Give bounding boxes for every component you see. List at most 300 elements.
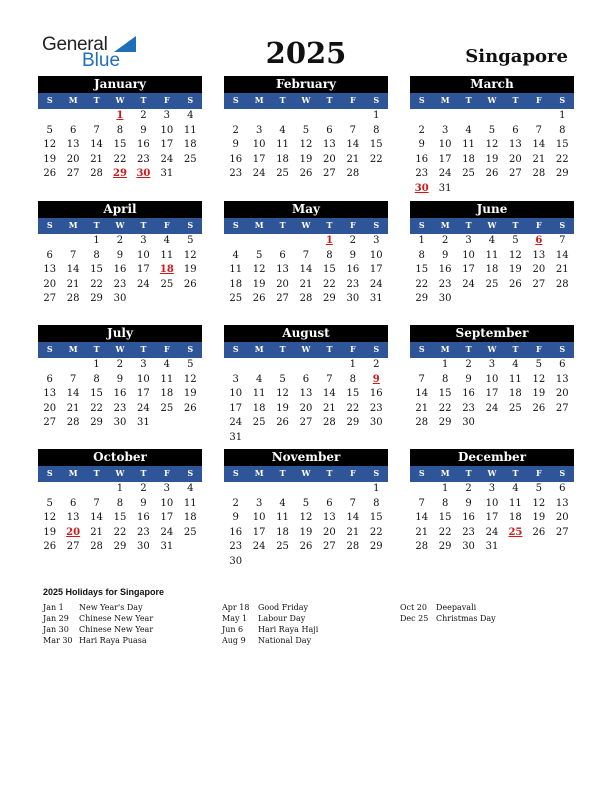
- day-cell: 15: [323, 264, 336, 275]
- day-cell: 10: [485, 497, 499, 509]
- weekday-label: T: [465, 344, 472, 354]
- day-cell: 2: [232, 497, 239, 509]
- day-cell: 11: [160, 373, 174, 385]
- day-cell: 7: [69, 373, 77, 385]
- holidays-column: [222, 602, 318, 646]
- day-cell: 18: [509, 388, 522, 399]
- day-blank: [224, 234, 247, 249]
- day-cell: 26: [299, 168, 313, 179]
- weekday-label: S: [373, 220, 380, 230]
- day-cell: 15: [438, 388, 452, 399]
- holiday-name: Chinese New Year: [79, 625, 154, 634]
- day-cell: 16: [415, 153, 429, 165]
- day-cell: 16: [369, 388, 383, 399]
- day-cell: 1: [441, 483, 449, 494]
- day-cell: 26: [43, 168, 57, 179]
- month-title: October: [38, 449, 202, 466]
- day-cell: 31: [369, 293, 383, 304]
- day-cell: 19: [252, 278, 266, 290]
- day-cell: 21: [415, 402, 429, 414]
- day-cell: 15: [555, 139, 569, 150]
- weekday-label: T: [93, 468, 100, 478]
- day-cell: 9: [232, 139, 239, 150]
- day-cell: 18: [183, 139, 197, 150]
- weekday-label: S: [559, 220, 566, 230]
- day-cell: 27: [43, 293, 57, 304]
- day-cell: 25: [160, 402, 174, 414]
- day-cell: 20: [555, 512, 569, 523]
- day-cell: 12: [485, 139, 499, 150]
- day-cell: 31: [229, 431, 243, 443]
- day-blank: [457, 109, 480, 124]
- day-cell: 4: [279, 497, 286, 509]
- day-cell: 19: [532, 512, 546, 523]
- day-cell: 24: [160, 153, 174, 165]
- weekday-label: S: [373, 468, 380, 478]
- weekday-label: F: [164, 95, 170, 105]
- day-cell: 23: [462, 526, 475, 538]
- day-cell: 8: [93, 373, 100, 385]
- day-cell: 23: [137, 526, 150, 538]
- day-cell: 19: [43, 526, 57, 538]
- day-cell: 27: [555, 402, 569, 414]
- weekday-label: T: [326, 220, 333, 230]
- day-cell: 11: [183, 124, 197, 136]
- day-cell: 11: [509, 497, 522, 509]
- day-cell: 18: [462, 153, 475, 165]
- day-cell-holiday: 9: [372, 373, 380, 385]
- day-blank: [38, 234, 61, 249]
- day-cell-holiday: 18: [159, 264, 174, 275]
- weekday-label: F: [164, 344, 170, 354]
- day-cell: 6: [326, 497, 333, 509]
- day-cell: 25: [183, 153, 197, 165]
- month-november: [224, 449, 388, 569]
- day-cell: 27: [66, 541, 80, 552]
- weekday-label: S: [46, 220, 53, 230]
- weekday-label: W: [487, 344, 497, 354]
- day-cell: 17: [485, 388, 499, 399]
- day-cell: 13: [532, 249, 546, 261]
- day-cell: 23: [438, 278, 452, 290]
- day-cell: 7: [69, 249, 77, 261]
- month-title: June: [410, 201, 574, 218]
- day-cell: 1: [373, 110, 380, 121]
- day-cell: 16: [229, 153, 243, 165]
- day-cell: 4: [279, 124, 286, 136]
- day-cell: 5: [187, 235, 194, 246]
- day-cell: 8: [418, 249, 425, 261]
- day-cell: 7: [418, 373, 425, 385]
- day-cell: 30: [113, 293, 127, 304]
- day-cell: 14: [346, 139, 360, 150]
- day-cell: 22: [323, 278, 336, 290]
- day-cell: 20: [276, 278, 289, 290]
- day-cell: 19: [183, 388, 197, 399]
- weekday-label: W: [115, 468, 125, 478]
- day-cell: 16: [462, 388, 475, 399]
- day-cell: 30: [346, 293, 360, 304]
- month-april: [38, 201, 202, 307]
- day-cell: 4: [512, 359, 519, 370]
- day-cell: 7: [559, 235, 566, 246]
- day-cell: 21: [90, 153, 103, 165]
- weekday-label: T: [512, 344, 519, 354]
- day-cell: 11: [509, 373, 522, 385]
- day-cell: 9: [116, 373, 124, 385]
- day-blank: [61, 482, 84, 497]
- day-cell: 16: [229, 526, 243, 538]
- weekday-label: W: [301, 468, 311, 478]
- weekday-label: T: [465, 468, 472, 478]
- weekday-label: S: [232, 468, 239, 478]
- day-cell: 3: [140, 235, 147, 246]
- weekday-label: S: [232, 220, 239, 230]
- day-cell: 22: [90, 402, 103, 414]
- day-cell: 25: [276, 168, 289, 179]
- day-cell: 23: [229, 541, 243, 552]
- weekday-label: F: [536, 95, 542, 105]
- day-cell: 18: [276, 526, 289, 538]
- day-cell: 1: [93, 235, 100, 246]
- day-cell: 12: [43, 139, 57, 150]
- day-cell: 15: [90, 264, 103, 275]
- day-blank: [410, 358, 433, 373]
- day-cell: 19: [299, 153, 313, 165]
- day-cell: 24: [369, 278, 383, 290]
- day-cell: 15: [369, 512, 383, 523]
- day-blank: [410, 109, 433, 124]
- day-cell: 23: [137, 153, 150, 165]
- month-june: [410, 201, 574, 307]
- day-blank: [294, 358, 317, 373]
- month-title: March: [410, 76, 574, 93]
- day-blank: [61, 234, 84, 249]
- day-cell: 14: [90, 139, 103, 150]
- weekday-label: S: [418, 95, 425, 105]
- day-cell: 5: [535, 359, 543, 370]
- calendar-country: Singapore: [465, 46, 568, 67]
- day-cell: 14: [299, 264, 313, 275]
- day-cell: 22: [346, 402, 360, 414]
- day-cell: 17: [137, 388, 150, 399]
- day-grid: [224, 109, 388, 182]
- day-cell: 2: [418, 124, 425, 136]
- day-cell: 21: [90, 526, 103, 538]
- day-cell: 10: [137, 373, 150, 385]
- day-cell: 21: [323, 402, 336, 414]
- day-grid: [224, 234, 388, 307]
- day-cell: 10: [137, 249, 150, 261]
- day-cell: 1: [373, 483, 380, 494]
- day-cell: 1: [349, 359, 357, 370]
- day-cell: 22: [113, 526, 127, 538]
- day-grid: [410, 358, 574, 431]
- weekday-label: T: [465, 220, 472, 230]
- day-cell: 2: [441, 235, 449, 246]
- day-cell: 10: [160, 124, 174, 136]
- day-cell: 10: [485, 373, 499, 385]
- day-blank: [38, 109, 61, 124]
- day-cell: 27: [509, 168, 522, 179]
- day-cell: 5: [302, 497, 310, 509]
- month-may: [224, 201, 388, 307]
- day-cell: 5: [255, 249, 263, 261]
- weekday-label: T: [279, 220, 286, 230]
- day-cell: 13: [555, 497, 569, 509]
- day-cell: 9: [441, 249, 449, 261]
- holiday-row: [222, 613, 318, 624]
- day-blank: [247, 482, 270, 497]
- holiday-name: Christmas Day: [436, 614, 496, 623]
- weekday-label: S: [187, 95, 194, 105]
- weekday-label: M: [254, 344, 264, 354]
- day-cell: 23: [113, 402, 127, 414]
- day-cell: 14: [532, 139, 546, 150]
- day-cell: 31: [160, 541, 174, 552]
- day-cell: 20: [323, 526, 336, 538]
- day-grid: [224, 358, 388, 445]
- day-cell: 14: [555, 249, 569, 261]
- day-cell-holiday: 20: [66, 526, 81, 538]
- day-cell: 15: [369, 139, 383, 150]
- day-cell: 29: [90, 417, 103, 428]
- day-cell-holiday: 30: [136, 168, 151, 179]
- weekday-label: W: [301, 95, 311, 105]
- day-cell: 12: [276, 388, 289, 399]
- weekday-label: T: [512, 468, 519, 478]
- day-cell: 5: [187, 359, 194, 370]
- weekday-label: F: [536, 220, 542, 230]
- day-cell: 17: [369, 264, 383, 275]
- day-cell: 13: [299, 388, 313, 399]
- day-cell: 31: [438, 182, 452, 194]
- day-blank: [294, 109, 317, 124]
- weekday-header: [224, 218, 388, 234]
- day-cell: 21: [299, 278, 313, 290]
- day-cell: 24: [229, 417, 243, 428]
- day-grid: [38, 358, 202, 431]
- day-cell: 31: [137, 417, 150, 428]
- day-cell: 23: [369, 402, 383, 414]
- weekday-label: T: [465, 95, 472, 105]
- weekday-label: M: [254, 220, 264, 230]
- month-title: July: [38, 325, 202, 342]
- day-cell: 8: [116, 124, 124, 136]
- month-july: [38, 325, 202, 431]
- weekday-header: [410, 466, 574, 482]
- weekday-header: [224, 466, 388, 482]
- day-cell: 2: [349, 235, 357, 246]
- day-blank: [318, 358, 341, 373]
- day-cell: 3: [441, 124, 449, 136]
- weekday-label: W: [115, 220, 125, 230]
- day-cell-holiday: 1: [325, 235, 333, 246]
- day-cell: 28: [90, 541, 103, 552]
- day-cell: 22: [555, 153, 569, 165]
- weekday-label: W: [115, 95, 125, 105]
- day-cell: 2: [116, 359, 124, 370]
- day-cell: 9: [140, 497, 147, 509]
- brand-blue: Blue: [82, 50, 121, 71]
- day-cell: 15: [415, 264, 429, 275]
- day-cell: 4: [187, 483, 194, 494]
- day-cell: 26: [485, 168, 499, 179]
- day-cell: 6: [559, 359, 566, 370]
- day-cell: 9: [140, 124, 147, 136]
- day-cell: 10: [229, 388, 243, 399]
- weekday-label: F: [350, 344, 356, 354]
- day-blank: [224, 109, 247, 124]
- day-cell: 13: [43, 388, 57, 399]
- day-cell: 5: [46, 124, 53, 136]
- day-blank: [85, 109, 108, 124]
- holiday-name: Chinese New Year: [79, 614, 154, 623]
- weekday-label: T: [326, 468, 333, 478]
- day-cell: 4: [255, 373, 263, 385]
- day-cell: 20: [66, 153, 80, 165]
- day-cell: 13: [323, 139, 336, 150]
- day-cell: 12: [299, 512, 313, 523]
- month-title: December: [410, 449, 574, 466]
- day-cell: 25: [462, 168, 475, 179]
- day-cell: 6: [302, 373, 310, 385]
- day-cell: 2: [116, 235, 124, 246]
- day-cell: 22: [438, 402, 452, 414]
- day-cell: 8: [93, 249, 100, 261]
- day-blank: [38, 358, 61, 373]
- day-cell: 18: [252, 402, 266, 414]
- weekday-label: T: [93, 344, 100, 354]
- day-blank: [433, 109, 456, 124]
- day-cell: 29: [438, 417, 452, 428]
- day-cell: 24: [137, 278, 150, 290]
- holiday-date: Apr 18: [222, 603, 250, 612]
- holiday-row: [400, 613, 496, 624]
- holidays-column: [43, 602, 153, 646]
- day-cell: 17: [438, 153, 452, 165]
- day-cell: 30: [462, 541, 475, 552]
- weekday-label: F: [350, 468, 356, 478]
- day-cell: 6: [46, 249, 53, 261]
- day-cell: 19: [485, 153, 499, 165]
- day-cell: 4: [232, 249, 239, 261]
- day-cell: 1: [418, 235, 425, 246]
- day-cell: 9: [349, 249, 357, 261]
- weekday-header: [38, 466, 202, 482]
- day-cell: 10: [252, 139, 266, 150]
- weekday-label: F: [350, 220, 356, 230]
- day-cell: 30: [369, 417, 383, 428]
- day-blank: [271, 482, 294, 497]
- day-blank: [527, 109, 550, 124]
- day-cell: 4: [163, 235, 171, 246]
- day-cell: 30: [462, 417, 475, 428]
- day-cell: 13: [555, 373, 569, 385]
- day-cell: 25: [276, 541, 289, 552]
- day-blank: [271, 234, 294, 249]
- day-cell: 19: [509, 264, 522, 275]
- day-cell: 16: [137, 512, 150, 523]
- weekday-label: T: [93, 220, 100, 230]
- weekday-label: T: [140, 468, 147, 478]
- day-blank: [224, 358, 247, 373]
- day-cell: 11: [183, 497, 197, 509]
- day-cell: 15: [113, 139, 127, 150]
- weekday-header: [224, 93, 388, 109]
- day-cell: 13: [66, 139, 80, 150]
- holiday-date: Jun 6: [222, 625, 244, 634]
- holiday-date: Oct 20: [400, 603, 427, 612]
- day-cell: 26: [183, 278, 197, 290]
- day-cell: 3: [232, 373, 239, 385]
- holiday-date: Dec 25: [400, 614, 429, 623]
- day-cell: 21: [66, 278, 80, 290]
- day-cell: 13: [509, 139, 522, 150]
- day-cell: 18: [485, 264, 499, 275]
- day-cell: 23: [229, 168, 243, 179]
- day-cell: 7: [535, 124, 543, 136]
- day-cell: 7: [349, 124, 357, 136]
- day-cell: 9: [418, 139, 425, 150]
- weekday-label: T: [512, 95, 519, 105]
- day-cell: 15: [113, 512, 127, 523]
- day-cell: 5: [488, 124, 496, 136]
- day-cell: 5: [535, 483, 543, 494]
- day-cell: 25: [485, 278, 499, 290]
- day-cell: 12: [509, 249, 522, 261]
- holiday-row: [400, 602, 496, 613]
- day-cell: 26: [43, 541, 57, 552]
- day-cell: 23: [462, 402, 475, 414]
- day-cell: 16: [438, 264, 452, 275]
- weekday-label: S: [187, 344, 194, 354]
- day-blank: [318, 109, 341, 124]
- day-grid: [38, 234, 202, 307]
- day-cell: 28: [66, 417, 80, 428]
- day-cell: 11: [229, 264, 243, 275]
- brand-general: General: [42, 34, 108, 55]
- day-cell: 17: [160, 139, 174, 150]
- day-cell: 12: [532, 497, 546, 509]
- day-blank: [410, 482, 433, 497]
- weekday-label: F: [164, 220, 170, 230]
- day-cell: 27: [555, 526, 569, 538]
- day-cell: 3: [255, 124, 263, 136]
- day-cell: 26: [183, 402, 197, 414]
- day-grid: [38, 482, 202, 555]
- day-cell: 1: [559, 110, 566, 121]
- weekday-label: M: [440, 468, 450, 478]
- day-cell: 26: [532, 526, 546, 538]
- day-cell: 26: [532, 402, 546, 414]
- weekday-label: M: [254, 468, 264, 478]
- weekday-label: F: [536, 344, 542, 354]
- day-cell: 21: [66, 402, 80, 414]
- day-cell: 5: [279, 373, 286, 385]
- day-cell: 17: [462, 264, 475, 275]
- weekday-header: [224, 342, 388, 358]
- day-cell: 22: [438, 526, 452, 538]
- day-grid: [410, 109, 574, 196]
- month-august: [224, 325, 388, 445]
- day-cell: 29: [438, 541, 452, 552]
- month-february: [224, 76, 388, 182]
- day-cell: 28: [532, 168, 546, 179]
- day-cell: 2: [232, 124, 239, 136]
- weekday-header: [38, 342, 202, 358]
- weekday-label: S: [559, 468, 566, 478]
